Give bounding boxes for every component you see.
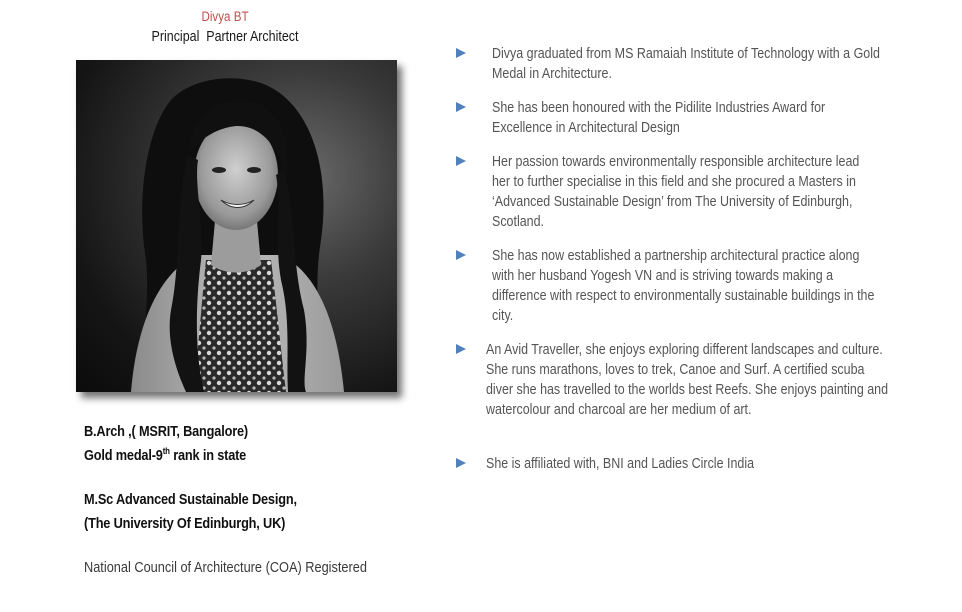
profile-name: Divya BT — [201, 9, 249, 24]
profile-role: Principal Partner Architect — [151, 29, 299, 45]
arrow-bullet-icon — [456, 344, 466, 354]
coa-registration: National Council of Architecture (COA) Registered — [84, 560, 367, 576]
qualifications — [84, 420, 401, 536]
rank-superscript: th — [162, 446, 170, 457]
arrow-bullet-icon — [456, 458, 466, 468]
bio-bullet: She has been honoured with the Pidilite Industries Award for Excellence in Architectural Design — [492, 98, 952, 152]
arrow-bullet-icon — [456, 250, 466, 260]
bio-bullet: She has now established a partnership architectural practice along with her husband Yogesh VN and is striving towards making a difference with respect to environmentally sustainable buildings in the city. — [492, 246, 952, 340]
degree-university: (The University Of Edinburgh, UK) — [84, 516, 286, 532]
bio-bullet: An Avid Traveller, she enjoys exploring different landscapes and culture. She runs marathons, loves to trek, Canoe and Surf. A certified scuba diver she has travelled to the worlds best Reefs. She enjoys painting and watercolour and charcoal are her medium of art. — [486, 340, 952, 454]
gold-medal-line — [84, 444, 401, 468]
portrait-illustration — [76, 60, 397, 392]
arrow-bullet-icon — [456, 102, 466, 112]
degree-msc: M.Sc Advanced Sustainable Design, — [84, 492, 297, 508]
arrow-bullet-icon — [456, 156, 466, 166]
arrow-bullet-icon — [456, 48, 466, 58]
rank-text: rank in state — [169, 448, 247, 464]
degree-barch: B.Arch ,( MSRIT, Bangalore) — [84, 424, 248, 440]
bio-bullet-list — [452, 44, 952, 478]
gold-medal-text: Gold medal-9 — [84, 448, 163, 464]
bio-bullet: Her passion towards environmentally responsible architecture lead her to further specialise in this field and she procured a Masters in ‘Advanced Sustainable Design’ from The University of Edinburgh, Scotland. — [492, 152, 952, 246]
portrait-photo — [76, 60, 397, 392]
bio-bullet: Divya graduated from MS Ramaiah Institute of Technology with a Gold Medal in Architecture. — [492, 44, 952, 98]
bio-bullet: She is affiliated with, BNI and Ladies Circle India — [486, 454, 952, 478]
